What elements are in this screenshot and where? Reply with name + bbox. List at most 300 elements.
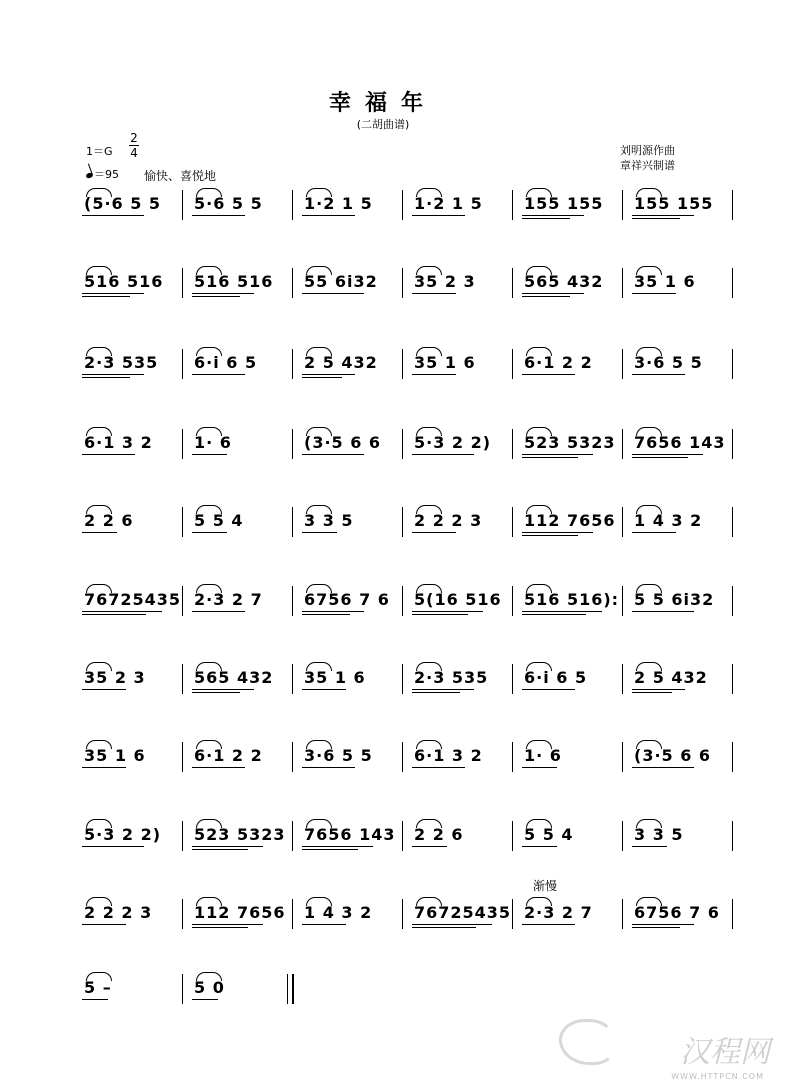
barline	[732, 664, 733, 694]
slur-mark	[86, 584, 112, 593]
slur-mark	[636, 897, 662, 906]
beam-line	[412, 215, 465, 216]
slur-mark	[86, 662, 112, 671]
measure	[518, 736, 628, 776]
measure-notes: 7656 143	[634, 433, 726, 452]
measure-notes: 35 2 3	[84, 668, 146, 687]
measure	[408, 658, 518, 698]
measure	[518, 184, 628, 224]
slur-mark	[306, 662, 332, 671]
measure	[78, 262, 188, 302]
measure	[408, 343, 518, 383]
beam-line	[522, 767, 557, 768]
measure	[78, 736, 188, 776]
barline	[732, 821, 733, 851]
measure	[188, 893, 298, 933]
measure-notes: 6·1 2 2	[524, 353, 593, 372]
beam-line	[192, 296, 240, 297]
measure	[188, 736, 298, 776]
meter-bottom: 4	[130, 146, 138, 160]
score-system	[78, 501, 738, 541]
slur-mark	[86, 505, 112, 514]
barline	[182, 268, 183, 298]
slur-mark	[196, 584, 222, 593]
measure-notes: 6·i 6 5	[194, 353, 258, 372]
slur-mark	[196, 266, 222, 275]
score-system	[78, 893, 738, 933]
beam-line	[412, 846, 447, 847]
measure-notes: 5 5 4	[524, 825, 574, 844]
beam-line	[632, 457, 688, 458]
barline	[292, 268, 293, 298]
barline	[732, 742, 733, 772]
slur-mark	[306, 266, 332, 275]
barline	[292, 899, 293, 929]
barline	[512, 742, 513, 772]
score-system	[78, 343, 738, 383]
measure	[628, 343, 738, 383]
beam-line	[192, 692, 240, 693]
measure-notes: 6756 7 6	[634, 903, 720, 922]
measure-notes: 1· 6	[524, 746, 562, 765]
slur-mark	[636, 584, 662, 593]
slur-mark	[636, 662, 662, 671]
score-system	[78, 968, 738, 1008]
beam-line	[522, 454, 593, 455]
measure-notes: 523 5323	[194, 825, 286, 844]
measure-notes: 565 432	[524, 272, 604, 291]
barline	[732, 268, 733, 298]
measure-notes: 516 516	[194, 272, 274, 291]
measure	[188, 501, 298, 541]
measure-notes: (3·5 6 6	[304, 433, 382, 452]
barline	[512, 507, 513, 537]
beam-line	[82, 532, 117, 533]
arranger: 章祥兴制谱	[620, 159, 675, 172]
measure-notes: 5 5 6i32	[634, 590, 715, 609]
measure	[408, 580, 518, 620]
measure	[78, 580, 188, 620]
measure-notes: (3·5 6 6	[634, 746, 712, 765]
beam-line	[412, 689, 474, 690]
slur-mark	[416, 266, 442, 275]
measure-notes: 3 3 5	[634, 825, 684, 844]
measure-notes: 2 2 6	[414, 825, 464, 844]
score-system	[78, 262, 738, 302]
beam-line	[412, 374, 456, 375]
barline	[402, 190, 403, 220]
gradual-slow-mark: 渐慢	[533, 879, 558, 893]
slur-mark	[196, 427, 222, 436]
barline	[402, 899, 403, 929]
measure-notes: 112 7656	[194, 903, 286, 922]
barline	[292, 742, 293, 772]
measure-notes: 6·1 3 2	[414, 746, 483, 765]
beam-line	[522, 293, 584, 294]
beam-line	[412, 614, 468, 615]
measure	[408, 815, 518, 855]
measure-notes: 2 2 2 3	[84, 903, 153, 922]
beam-line	[522, 374, 575, 375]
beam-line	[302, 293, 364, 294]
beam-line	[82, 215, 144, 216]
barline	[292, 507, 293, 537]
beam-line	[82, 614, 146, 615]
barline	[512, 899, 513, 929]
beam-line	[302, 374, 355, 375]
beam-line	[632, 767, 694, 768]
slur-mark	[196, 347, 222, 356]
final-barline	[287, 974, 288, 1004]
slur-mark	[196, 897, 222, 906]
beam-line	[412, 924, 492, 925]
barline	[512, 664, 513, 694]
measure-notes: 6·1 2 2	[194, 746, 263, 765]
barline	[512, 429, 513, 459]
beam-line	[192, 532, 227, 533]
slur-mark	[416, 740, 442, 749]
measure-notes: 2·3 535	[414, 668, 489, 687]
measure-notes: 6756 7 6	[304, 590, 390, 609]
beam-line	[302, 846, 373, 847]
measure	[628, 893, 738, 933]
barline	[182, 664, 183, 694]
credits	[620, 143, 675, 173]
beam-line	[522, 611, 602, 612]
barline	[182, 821, 183, 851]
beam-line	[522, 532, 593, 533]
measure-notes: 5·3 2 2)	[84, 825, 162, 844]
slur-mark	[416, 819, 442, 828]
measure	[408, 736, 518, 776]
beam-line	[82, 611, 162, 612]
slur-mark	[416, 662, 442, 671]
barline	[182, 349, 183, 379]
slur-mark	[306, 740, 332, 749]
slur-mark	[196, 662, 222, 671]
beam-line	[192, 849, 248, 850]
measure	[518, 423, 628, 463]
beam-line	[522, 218, 570, 219]
measure-notes: 35 1 6	[304, 668, 366, 687]
measure	[78, 501, 188, 541]
slur-mark	[526, 427, 552, 436]
slur-mark	[306, 188, 332, 197]
barline	[622, 429, 623, 459]
measure	[298, 501, 408, 541]
barline	[292, 190, 293, 220]
slur-mark	[526, 505, 552, 514]
barline	[622, 507, 623, 537]
slur-mark	[416, 347, 442, 356]
measure	[188, 343, 298, 383]
tempo-mark	[86, 166, 119, 182]
barline	[732, 899, 733, 929]
barline	[402, 429, 403, 459]
slur-mark	[196, 972, 222, 981]
measure	[628, 501, 738, 541]
beam-line	[82, 767, 126, 768]
barline	[292, 974, 294, 1004]
score-system	[78, 423, 738, 463]
slur-mark	[636, 819, 662, 828]
barline	[732, 586, 733, 616]
slur-mark	[636, 266, 662, 275]
measure-notes: 2 5 432	[634, 668, 708, 687]
beam-line	[82, 374, 144, 375]
beam-line	[632, 689, 685, 690]
measure-notes: 3·6 5 5	[634, 353, 703, 372]
beam-line	[412, 692, 460, 693]
barline	[292, 821, 293, 851]
measure-notes: 6·1 3 2	[84, 433, 153, 452]
barline	[402, 742, 403, 772]
beam-line	[192, 924, 263, 925]
measure-notes: 5 5 4	[194, 511, 244, 530]
measure	[188, 580, 298, 620]
measure-notes: 2·3 2 7	[194, 590, 263, 609]
beam-line	[302, 689, 346, 690]
measure-notes: 2 2 6	[84, 511, 134, 530]
measure	[628, 580, 738, 620]
beam-line	[302, 924, 346, 925]
beam-line	[82, 377, 130, 378]
watermark-swirl-icon	[559, 1019, 615, 1065]
beam-line	[632, 215, 694, 216]
meter-top: 2	[130, 131, 138, 145]
slur-mark	[306, 897, 332, 906]
slur-mark	[86, 740, 112, 749]
measure-notes: 2·3 535	[84, 353, 159, 372]
slur-mark	[526, 819, 552, 828]
measure-notes: 1 4 3 2	[634, 511, 703, 530]
barline	[622, 821, 623, 851]
measure	[298, 736, 408, 776]
beam-line	[522, 689, 575, 690]
measure	[628, 815, 738, 855]
slur-mark	[526, 897, 552, 906]
measure	[188, 968, 298, 1008]
slur-mark	[526, 584, 552, 593]
measure-notes: 2·3 2 7	[524, 903, 593, 922]
slur-mark	[636, 347, 662, 356]
barline	[622, 664, 623, 694]
slur-mark	[636, 740, 662, 749]
slur-mark	[526, 740, 552, 749]
measure	[298, 893, 408, 933]
score-system	[78, 184, 738, 224]
measure-notes: 5 –	[84, 978, 112, 997]
quarter-note-icon	[85, 172, 93, 179]
beam-line	[412, 611, 483, 612]
measure-notes: 1·2 1 5	[414, 194, 483, 213]
barline	[182, 190, 183, 220]
beam-line	[302, 849, 358, 850]
beam-line	[192, 215, 245, 216]
beam-line	[522, 535, 578, 536]
beam-line	[632, 218, 680, 219]
beam-line	[82, 846, 144, 847]
slur-mark	[636, 188, 662, 197]
beam-line	[302, 377, 342, 378]
beam-line	[82, 924, 126, 925]
beam-line	[632, 374, 685, 375]
slur-mark	[306, 347, 332, 356]
barline	[512, 268, 513, 298]
measure-notes: (5·6 5 5	[84, 194, 162, 213]
time-signature	[129, 131, 139, 160]
measure	[518, 580, 628, 620]
measure	[188, 184, 298, 224]
measure	[78, 343, 188, 383]
measure	[298, 262, 408, 302]
measure	[518, 343, 628, 383]
measure	[188, 423, 298, 463]
expression-mark: 愉快、喜悦地	[144, 169, 217, 183]
measure	[298, 658, 408, 698]
barline	[732, 429, 733, 459]
measure	[628, 736, 738, 776]
measure-notes: 2 2 2 3	[414, 511, 483, 530]
watermark-text: 汉程网	[680, 1035, 770, 1070]
beam-line	[412, 454, 474, 455]
beam-line	[82, 454, 135, 455]
measure	[408, 893, 518, 933]
beam-line	[632, 846, 667, 847]
barline	[622, 742, 623, 772]
beam-line	[82, 689, 126, 690]
beam-line	[192, 374, 245, 375]
measure-notes: 1·2 1 5	[304, 194, 373, 213]
measure-notes: 3 3 5	[304, 511, 354, 530]
barline	[622, 586, 623, 616]
measure-notes: 112 7656	[524, 511, 616, 530]
barline	[732, 507, 733, 537]
score-system	[78, 580, 738, 620]
beam-line	[522, 215, 584, 216]
measure-notes: 76725435	[84, 590, 182, 609]
barline	[182, 586, 183, 616]
measure-notes: 5·3 2 2)	[414, 433, 492, 452]
page-title: 幸福年	[328, 91, 437, 116]
slur-mark	[636, 505, 662, 514]
barline	[512, 190, 513, 220]
measure-notes: 35 1 6	[84, 746, 146, 765]
slur-mark	[86, 897, 112, 906]
barline	[622, 268, 623, 298]
slur-mark	[306, 584, 332, 593]
barline	[622, 349, 623, 379]
measure	[518, 815, 628, 855]
measure	[78, 184, 188, 224]
beam-line	[522, 924, 575, 925]
measure-notes: 76725435	[414, 903, 512, 922]
measure-notes: 516 516):	[524, 590, 620, 609]
slur-mark	[86, 188, 112, 197]
slur-mark	[416, 584, 442, 593]
measure-notes: 5 0	[194, 978, 225, 997]
barline	[182, 899, 183, 929]
beam-line	[632, 924, 694, 925]
beam-line	[522, 296, 570, 297]
measure-notes: 7656 143	[304, 825, 396, 844]
barline	[402, 586, 403, 616]
slur-mark	[416, 897, 442, 906]
measure	[408, 184, 518, 224]
barline	[622, 899, 623, 929]
beam-line	[412, 767, 465, 768]
barline	[402, 268, 403, 298]
beam-line	[192, 846, 263, 847]
slur-mark	[526, 266, 552, 275]
barline	[402, 507, 403, 537]
slur-mark	[416, 427, 442, 436]
slur-mark	[196, 740, 222, 749]
measure	[188, 262, 298, 302]
beam-line	[192, 611, 245, 612]
measure	[78, 893, 188, 933]
barline	[512, 586, 513, 616]
measure	[518, 262, 628, 302]
beam-line	[632, 454, 703, 455]
barline	[182, 974, 183, 1004]
slur-mark	[86, 347, 112, 356]
measure-notes: 1· 6	[194, 433, 232, 452]
measure	[78, 658, 188, 698]
slur-mark	[86, 427, 112, 436]
beam-line	[192, 999, 218, 1000]
beam-line	[192, 927, 248, 928]
score-system	[78, 815, 738, 855]
measure	[408, 501, 518, 541]
slur-mark	[416, 505, 442, 514]
barline	[622, 190, 623, 220]
beam-line	[192, 689, 254, 690]
measure-notes: 1 4 3 2	[304, 903, 373, 922]
measure-notes: 35 1 6	[634, 272, 696, 291]
measure-notes: 516 516	[84, 272, 164, 291]
measure-notes: 55 6i32	[304, 272, 378, 291]
slur-mark	[526, 662, 552, 671]
barline	[512, 349, 513, 379]
measure	[298, 343, 408, 383]
barline	[182, 742, 183, 772]
measure	[78, 968, 188, 1008]
slur-mark	[196, 819, 222, 828]
slur-mark	[306, 427, 332, 436]
beam-line	[82, 293, 144, 294]
beam-line	[522, 614, 586, 615]
slur-mark	[526, 347, 552, 356]
barline	[182, 429, 183, 459]
beam-line	[302, 767, 355, 768]
beam-line	[302, 454, 364, 455]
slur-mark	[306, 819, 332, 828]
composer: 刘明源作曲	[620, 144, 675, 157]
page-subtitle: (二胡曲谱)	[356, 118, 410, 131]
measure-notes: 5(16 516	[414, 590, 502, 609]
barline	[402, 664, 403, 694]
measure	[408, 262, 518, 302]
measure-notes: 35 2 3	[414, 272, 476, 291]
measure	[78, 815, 188, 855]
measure-notes: 523 5323	[524, 433, 616, 452]
beam-line	[632, 293, 676, 294]
beam-line	[632, 692, 672, 693]
beam-line	[82, 296, 130, 297]
beam-line	[82, 999, 108, 1000]
measure	[78, 423, 188, 463]
